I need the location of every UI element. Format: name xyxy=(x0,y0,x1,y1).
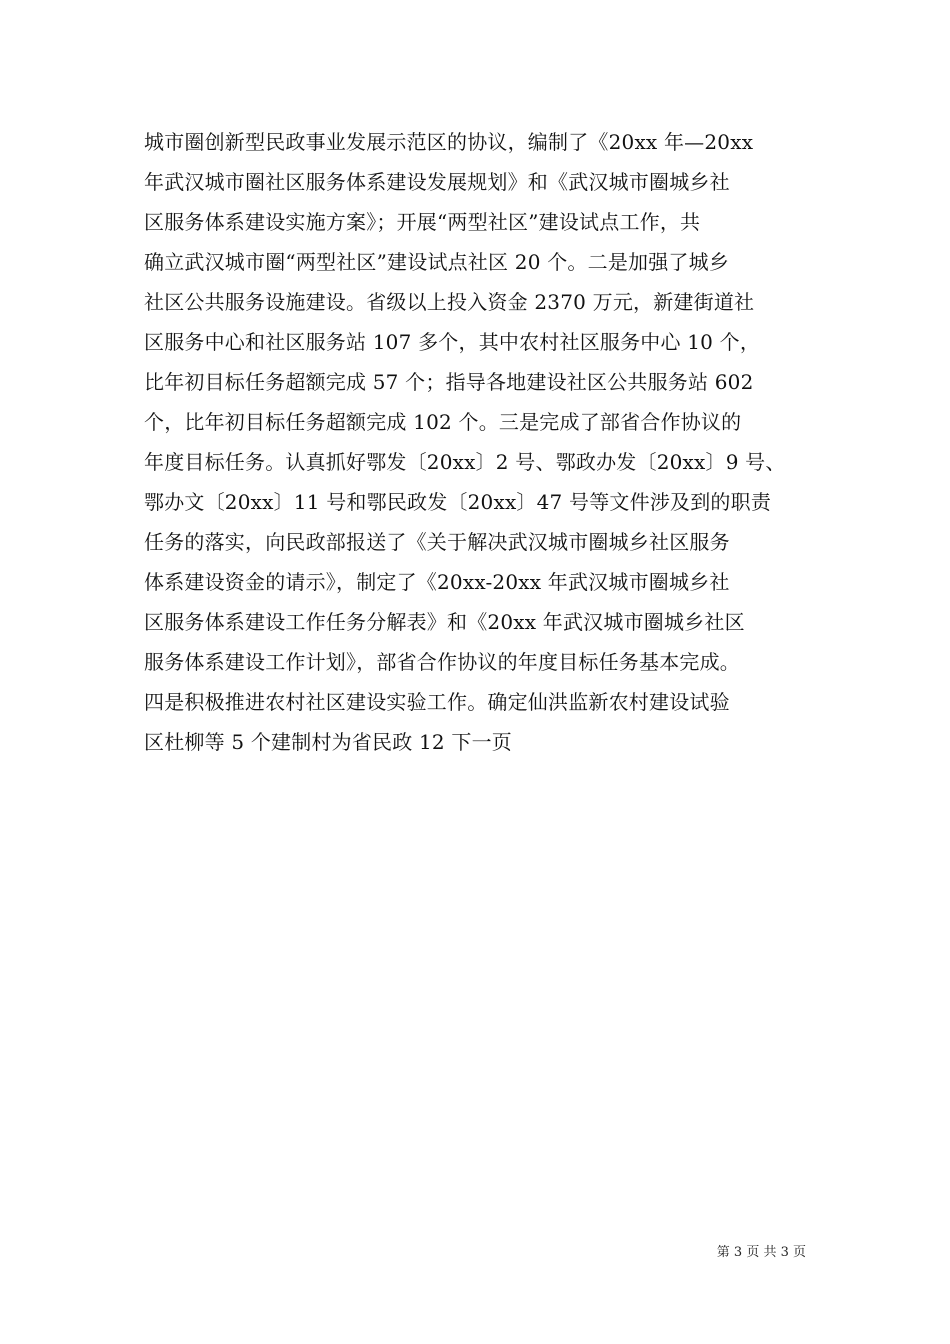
body-line: 四是积极推进农村社区建设实验工作。确定仙洪监新农村建设试验 xyxy=(144,690,730,714)
body-line: 服务体系建设工作计划》，部省合作协议的年度目标任务基本完成。 xyxy=(144,650,740,674)
body-line: 社区公共服务设施建设。省级以上投入资金 2370 万元，新建街道社 xyxy=(144,290,755,314)
body-line: 任务的落实，向民政部报送了《关于解决武汉城市圈城乡社区服务 xyxy=(144,530,730,554)
page-number-footer: 第 3 页 共 3 页 xyxy=(716,1245,806,1260)
body-line: 比年初目标任务超额完成 57 个；指导各地建设社区公共服务站 602 xyxy=(144,370,754,394)
body-line: 年度目标任务。认真抓好鄂发〔20xx〕2 号、鄂政办发〔20xx〕9 号、 xyxy=(144,450,786,474)
body-line: 个，比年初目标任务超额完成 102 个。三是完成了部省合作协议的 xyxy=(144,410,742,434)
body-line: 城市圈创新型民政事业发展示范区的协议，编制了《20xx 年—20xx xyxy=(144,130,754,154)
body-line: 确立武汉城市圈“两型社区”建设试点社区 20 个。二是加强了城乡 xyxy=(144,250,730,274)
body-line: 区服务中心和社区服务站 107 多个，其中农村社区服务中心 10 个， xyxy=(144,330,761,354)
body-line: 鄂办文〔20xx〕11 号和鄂民政发〔20xx〕47 号等文件涉及到的职责 xyxy=(144,490,772,514)
body-line: 区服务体系建设工作任务分解表》和《20xx 年武汉城市圈城乡社区 xyxy=(144,610,745,634)
body-line: 区服务体系建设实施方案》；开展“两型社区”建设试点工作，共 xyxy=(144,210,701,234)
body-text xyxy=(144,122,824,762)
body-line: 体系建设资金的请示》，制定了《20xx-20xx 年武汉城市圈城乡社 xyxy=(144,570,730,594)
body-line: 区杜柳等 5 个建制村为省民政 12 下一页 xyxy=(144,730,513,754)
body-line: 年武汉城市圈社区服务体系建设发展规划》和《武汉城市圈城乡社 xyxy=(144,170,730,194)
